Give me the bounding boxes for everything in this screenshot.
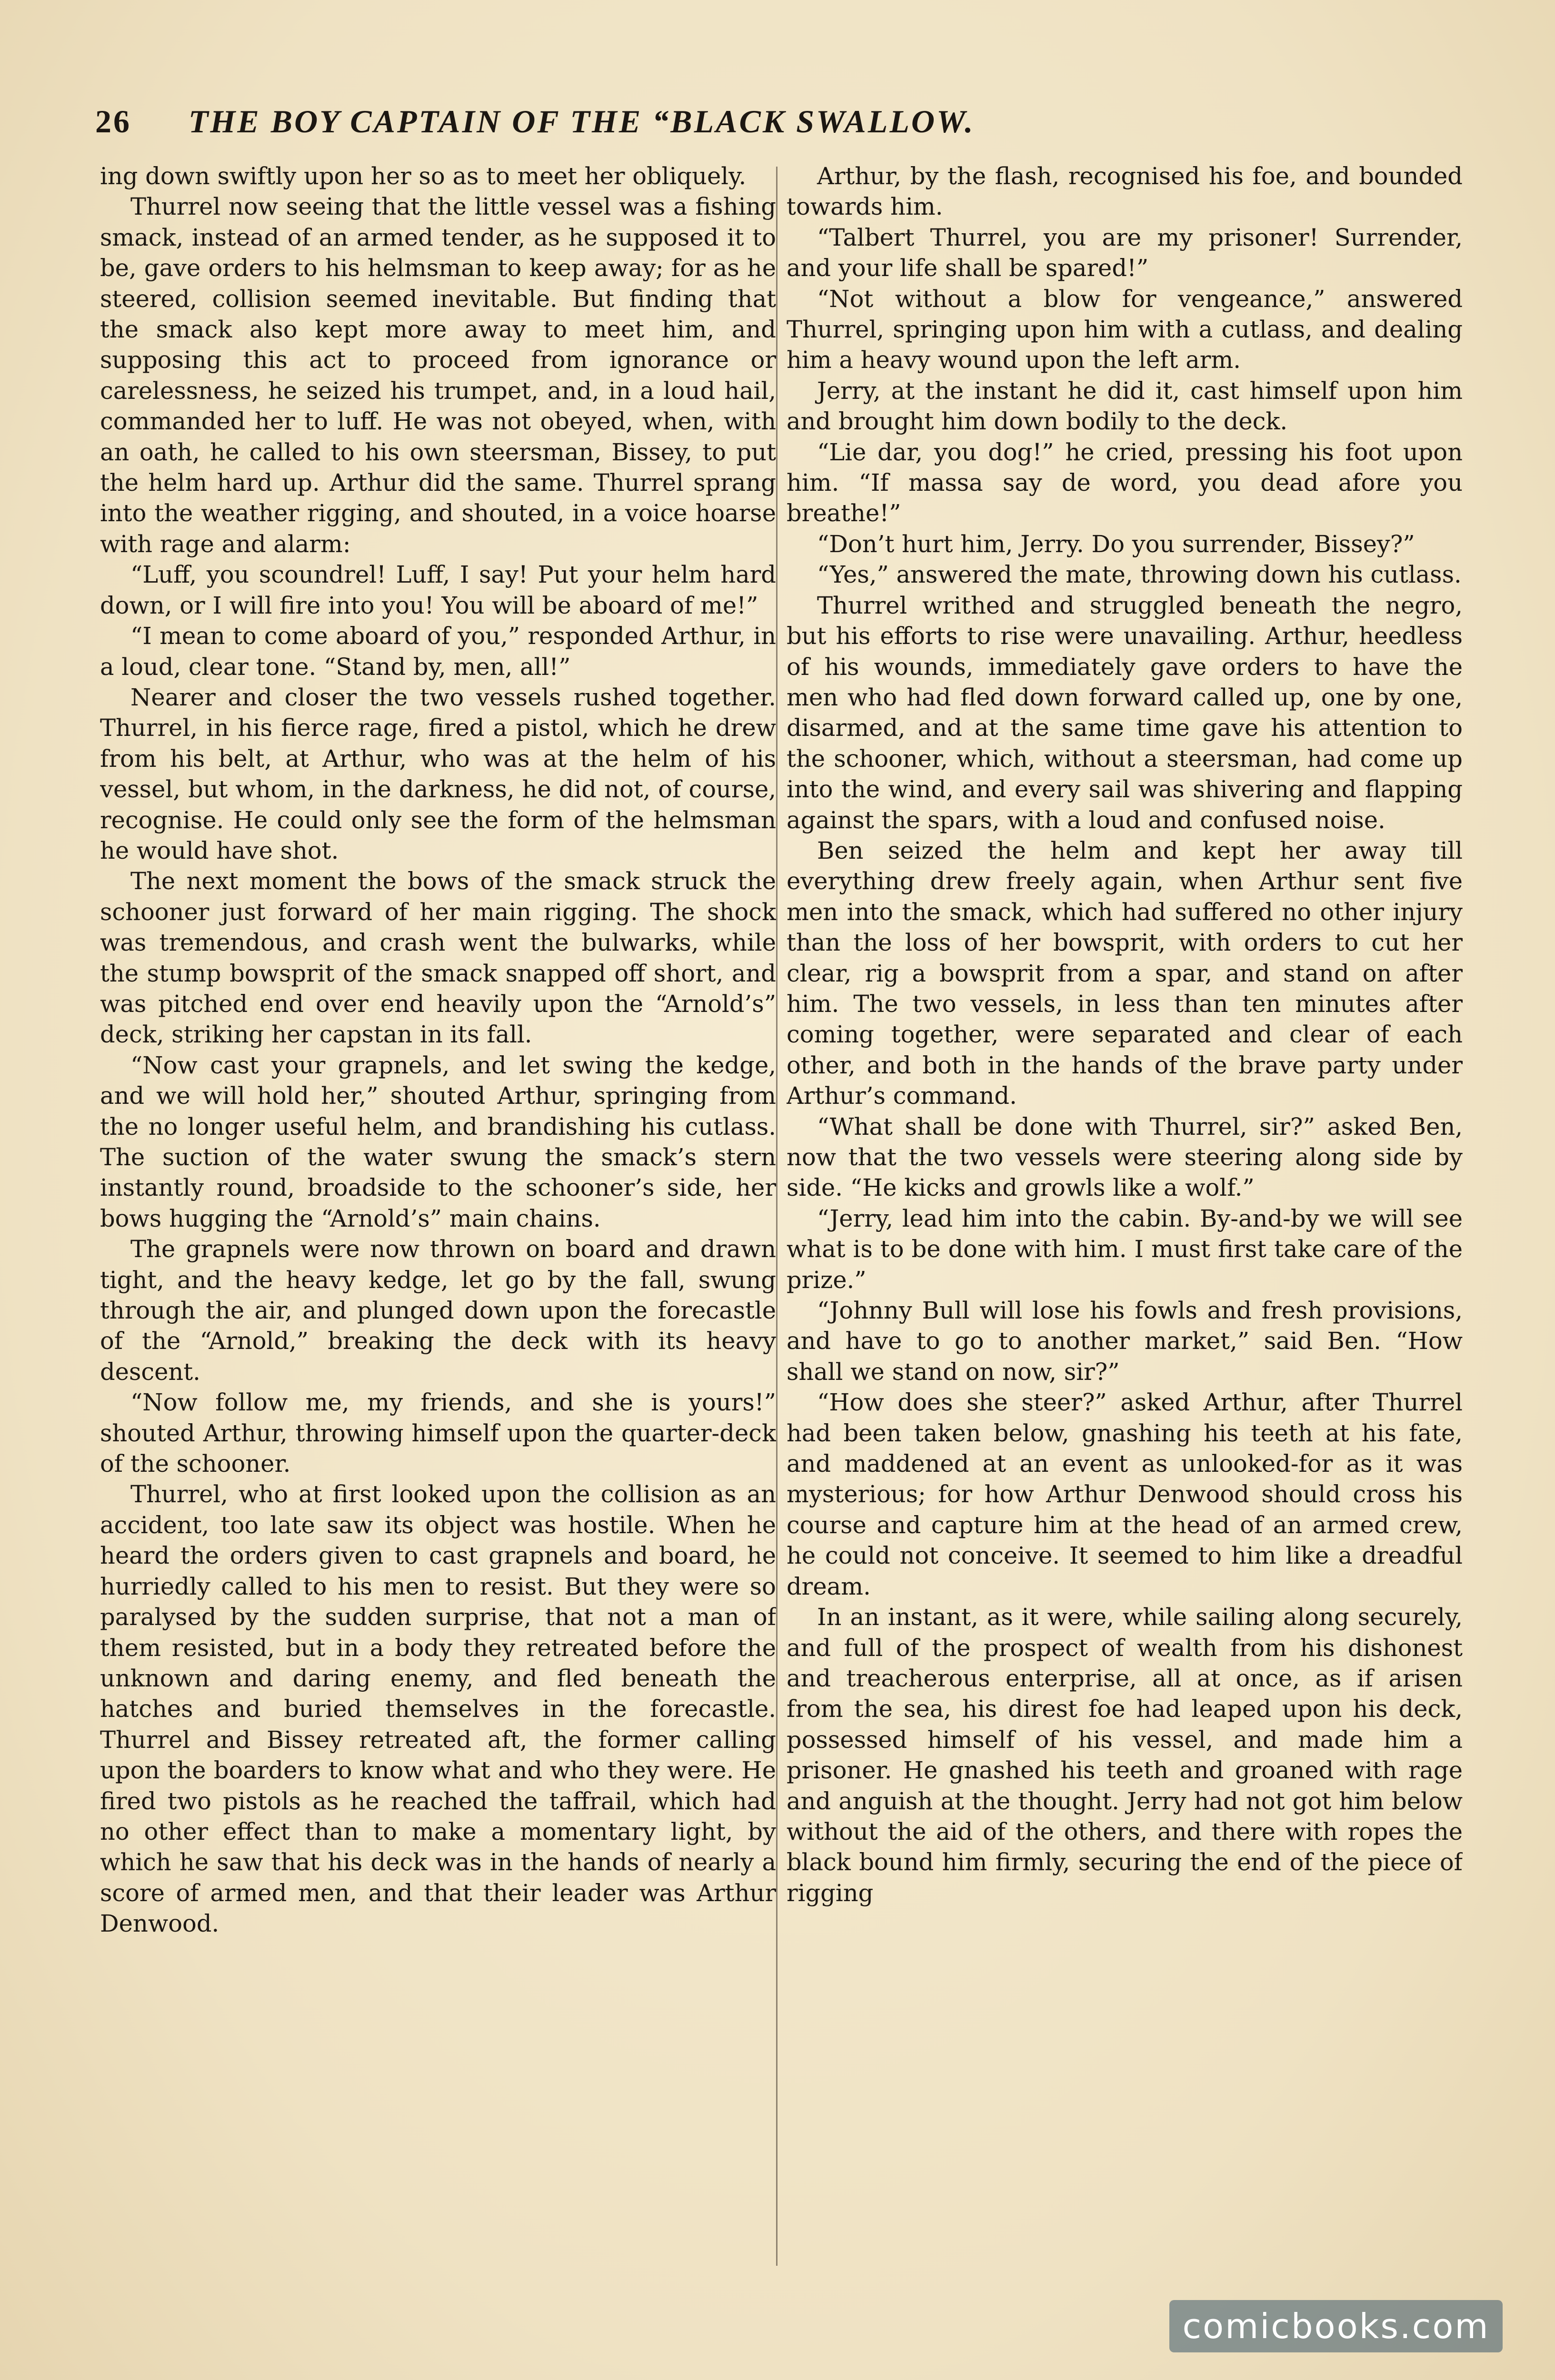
paragraph: Thurrel, who at first looked upon the collision as an accident, too late saw its object was hostile. When he heard the orders given to cast grapnels and board, he hurriedly called to his men to resist. But they were so paralysed by the sudden surprise, that not a man of them resisted, but in a body they retreated before the unknown and daring enemy, and fled beneath the hatches and buried themselves in the forecastle. Thurrel and Bissey retreated aft, the former calling upon the boarders to know what and who they were. He fired two pistols as he reached the taffrail, which had no other effect than to make a momentary light, by which he saw that his deck was in the hands of nearly a score of armed men, and that their leader was Arthur Denwood. — [100, 1480, 776, 1938]
paragraph: “Not without a blow for vengeance,” answered Thurrel, springing upon him with a cutlass, and dealing him a heavy wound upon the left arm. — [787, 285, 1463, 374]
paragraph: In an instant, as it were, while sailing along securely, and full of the prospect of wealth from his dishonest and treacherous enterprise, all at once, as if arisen from the sea, his direst foe had leaped upon his deck, possessed himself of his vessel, and made him a prisoner. He gnashed his teeth and groaned with rage and anguish at the thought. Jerry had not got him below without the aid of the others, and there with ropes the black bound him firmly, securing the end of the piece of rigging — [787, 1603, 1463, 1907]
paragraph: Arthur, by the flash, recognised his foe, and bounded towards him. — [787, 162, 1463, 221]
paragraph: Jerry, at the instant he did it, cast himself upon him and brought him down bodily to the deck. — [787, 377, 1463, 436]
page-number: 26 — [95, 103, 131, 139]
watermark-text: comicbooks.com — [1182, 2306, 1490, 2346]
paragraph: “Jerry, lead him into the cabin. By-and-by we will see what is to be done with him. I must first take care of the prize.” — [787, 1204, 1463, 1294]
paragraph: “What shall be done with Thurrel, sir?” asked Ben, now that the two vessels were steering along side by side. “He kicks and growls like a wolf.” — [787, 1112, 1463, 1202]
paragraph: “Johnny Bull will lose his fowls and fresh provisions, and have to go to another market,” said Ben. “How shall we stand on now, sir?” — [787, 1297, 1463, 1386]
paragraph: “Lie dar, you dog!” he cried, pressing his foot upon him. “If massa say de word, you dead afore you breathe!” — [787, 438, 1463, 527]
paragraph: The grapnels were now thrown on board and drawn tight, and the heavy kedge, let go by the fall, swung through the air, and plunged down upon the forecastle of the “Arnold,” breaking the deck with its heavy descent. — [100, 1235, 776, 1386]
watermark-badge — [1169, 2300, 1503, 2352]
paragraph: Nearer and closer the two vessels rushed together. Thurrel, in his fierce rage, fired a pistol, which he drew from his belt, at Arthur, who was at the helm of his vessel, but whom, in the darkness, he did not, of course, recognise. He could only see the form of the helmsman he would have shot. — [100, 683, 776, 864]
paragraph: Ben seized the helm and kept her away till everything drew freely again, when Arthur sent five men into the smack, which had suffered no other injury than the loss of her bowsprit, with orders to cut her clear, rig a bowsprit from a spar, and stand on after him. The two vessels, in less than ten minutes after coming together, were separated and clear of each other, and both in the hands of the brave party under Arthur’s command. — [787, 836, 1463, 1110]
column-divider — [776, 167, 778, 2266]
paragraph: Thurrel now seeing that the little vessel was a fishing smack, instead of an armed tender, as he supposed it to be, gave orders to his helmsman to keep away; for as he steered, collision seemed inevitable. But finding that the smack also kept more away to meet him, and supposing this act to proceed from ignorance or carelessness, he seized his trumpet, and, in a loud hail, commanded her to luff. He was not obeyed, when, with an oath, he called to his own steersman, Bissey, to put the helm hard up. Arthur did the same. Thurrel sprang into the weather rigging, and shouted, in a voice hoarse with rage and alarm: — [100, 193, 776, 558]
paragraph: “I mean to come aboard of you,” responded Arthur, in a loud, clear tone. “Stand by, men, all!” — [100, 622, 776, 681]
paragraph: The next moment the bows of the smack struck the schooner just forward of her main rigging. The shock was tremendous, and crash went the bulwarks, while the stump bowsprit of the smack snapped off short, and was pitched end over end heavily upon the “Arnold’s” deck, striking her capstan in its fall. — [100, 867, 776, 1049]
paragraph: “Don’t hurt him, Jerry. Do you surrender, Bissey?” — [817, 530, 1415, 558]
paragraph: “How does she steer?” asked Arthur, after Thurrel had been taken below, gnashing his teeth at his fate, and maddened at an event as unlooked-for as it was mysterious; for how Arthur Denwood should cross his course and capture him at the head of an armed crew, he could not conceive. It seemed to him like a dreadful dream. — [787, 1388, 1463, 1600]
paragraph: “Talbert Thurrel, you are my prisoner! Surrender, and your life shall be spared!” — [787, 223, 1463, 282]
running-header — [95, 100, 1476, 143]
paragraph: “Now cast your grapnels, and let swing the kedge, and we will hold her,” shouted Arthur, springing from the no longer useful helm, and brandishing his cutlass. The suction of the water swung the smack’s stern instantly round, broadside to the schooner’s side, her bows hugging the “Arnold’s” main chains. — [100, 1051, 776, 1232]
paragraph: “Yes,” answered the mate, throwing down his cutlass. — [817, 561, 1462, 589]
right-column — [787, 161, 1463, 2270]
running-title: THE BOY CAPTAIN OF THE “BLACK SWALLOW. — [189, 103, 975, 139]
paragraph: ing down swiftly upon her so as to meet her obliquely. — [100, 162, 747, 190]
paragraph: “Now follow me, my friends, and she is yours!” shouted Arthur, throwing himself upon the quarter-deck of the schooner. — [100, 1388, 776, 1478]
paragraph: “Luff, you scoundrel! Luff, I say! Put your helm hard down, or I will fire into you! You will be aboard of me!” — [100, 561, 776, 619]
paragraph: Thurrel writhed and struggled beneath the negro, but his efforts to rise were unavailing. Arthur, heedless of his wounds, immediately gave orders to have the men who had fled down forward called up, one by one, disarmed, and at the same time gave his attention to the schooner, which, without a steersman, had come up into the wind, and every sail was shivering and flapping against the spars, with a loud and confused noise. — [787, 591, 1463, 834]
left-column — [100, 161, 776, 2270]
